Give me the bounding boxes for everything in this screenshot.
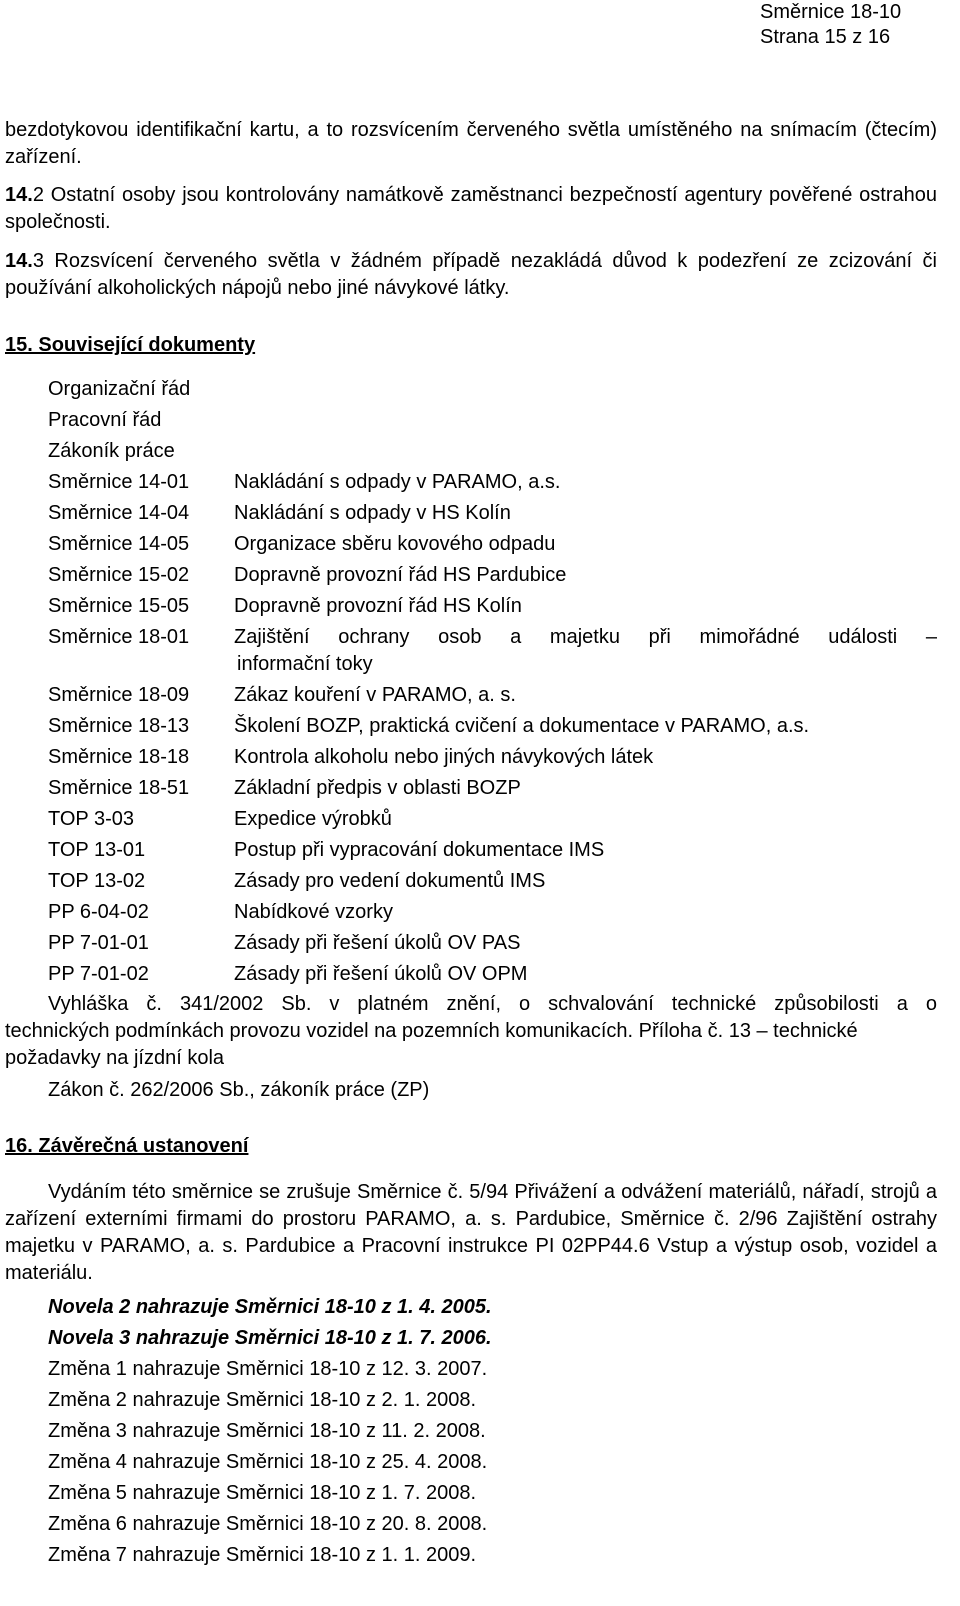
item-number: 14. xyxy=(5,184,33,206)
plain-item: Pracovní řád xyxy=(48,409,162,431)
document-title: Dopravně provozní řád HS Kolín xyxy=(234,595,522,617)
document-code: TOP 13-02 xyxy=(48,870,146,892)
document-code: TOP 13-01 xyxy=(48,839,146,861)
document-title: Zásady pro vedení dokumentů IMS xyxy=(234,870,546,892)
document-code: Směrnice 14-01 xyxy=(48,471,190,493)
vyhlaska-rest: technických podmínkách provozu vozidel na pozemních komunikacích. Příloha č. 13 – technické požadavky na jízdní kola xyxy=(5,1020,858,1069)
section-16-title: 16. Závěrečná ustanovení xyxy=(5,1135,249,1157)
item-14-3 xyxy=(5,248,937,302)
document-code: TOP 3-03 xyxy=(48,808,134,830)
novela-line: Novela 2 nahrazuje Směrnici 18-10 z 1. 4. 2005. xyxy=(48,1296,492,1318)
plain-item: Zákoník práce xyxy=(48,440,175,462)
document-title: Základní předpis v oblasti BOZP xyxy=(234,777,521,799)
item-text: 2 Ostatní osoby jsou kontrolovány namátkově zaměstnanci bezpečností agentury pověřené ostrahou společnosti. xyxy=(5,184,937,233)
plain-item: Organizační řád xyxy=(48,378,191,400)
document-code: Směrnice 14-05 xyxy=(48,533,190,555)
document-title: Dopravně provozní řád HS Pardubice xyxy=(234,564,567,586)
page-header xyxy=(760,0,901,50)
item-text: 3 Rozsvícení červeného světla v žádném případě nezakládá důvod k podezření ze zcizování či používání alkoholických nápojů nebo jiné návykové látky. xyxy=(5,250,937,299)
document-code: Směrnice 18-13 xyxy=(48,715,190,737)
zmena-line: Změna 5 nahrazuje Směrnici 18-10 z 1. 7. 2008. xyxy=(48,1482,477,1504)
document-code: PP 6-04-02 xyxy=(48,901,149,923)
novela-line: Novela 3 nahrazuje Směrnici 18-10 z 1. 7. 2006. xyxy=(48,1327,492,1349)
item-14-2 xyxy=(5,182,937,236)
zmena-line: Změna 2 nahrazuje Směrnici 18-10 z 2. 1. 2008. xyxy=(48,1389,477,1411)
page-number: Strana 15 z 16 xyxy=(760,26,891,48)
zakon-line: Zákon č. 262/2006 Sb., zákoník práce (ZP) xyxy=(48,1079,430,1101)
document-title: Zajištění ochrany osob a majetku při mimořádné události – xyxy=(234,626,937,648)
document-title-continued: informační toky xyxy=(237,653,373,675)
vyhlaska-lead: Vyhláška č. 341/2002 Sb. v platném znění, o schvalování technické způsobilosti a o xyxy=(48,993,937,1015)
document-code: Směrnice 18-51 xyxy=(48,777,190,799)
document-title: Nakládání s odpady v HS Kolín xyxy=(234,502,511,524)
document-title: Expedice výrobků xyxy=(234,808,392,830)
document-title: Školení BOZP, praktická cvičení a dokumentace v PARAMO, a.s. xyxy=(234,715,810,737)
document-code: PP 7-01-01 xyxy=(48,932,149,954)
intro-paragraph: bezdotykovou identifikační kartu, a to rozsvícením červeného světla umístěného na snímacím (čtecím) zařízení. xyxy=(5,119,937,168)
document-title: Zásady při řešení úkolů OV PAS xyxy=(234,932,521,954)
zmena-line: Změna 1 nahrazuje Směrnici 18-10 z 12. 3. 2007. xyxy=(48,1358,488,1380)
document-title: Nakládání s odpady v PARAMO, a.s. xyxy=(234,471,561,493)
document-code: Směrnice 15-02 xyxy=(48,564,190,586)
document-title: Kontrola alkoholu nebo jiných návykových látek xyxy=(234,746,654,768)
document-code: Směrnice 18-09 xyxy=(48,684,190,706)
item-number: 14. xyxy=(5,250,33,272)
document-code: Směrnice 14-04 xyxy=(48,502,190,524)
zmena-line: Změna 3 nahrazuje Směrnici 18-10 z 11. 2. 2008. xyxy=(48,1420,486,1442)
section-16-paragraph: Vydáním této směrnice se zrušuje Směrnice č. 5/94 Přivážení a odvážení materiálů, nářadí, strojů a zařízení externími firmami do prostoru PARAMO, a. s. Pardubice, Směrnice č. 2/96 Zajištění ostrahy majetku v PARAMO, a. s. Pardubice a Pracovní instrukce PI 02PP44.6 Vstup a výstup osob, vozidel a materiálu. xyxy=(5,1181,937,1284)
document-title: Nabídkové vzorky xyxy=(234,901,393,923)
document-title: Postup při vypracování dokumentace IMS xyxy=(234,839,605,861)
document-code: Směrnice 18-18 xyxy=(48,746,190,768)
document-id: Směrnice 18-10 xyxy=(760,1,902,23)
section-15-title: 15. Související dokumenty xyxy=(5,334,256,356)
zmena-line: Změna 4 nahrazuje Směrnici 18-10 z 25. 4. 2008. xyxy=(48,1451,488,1473)
document-title: Zásady při řešení úkolů OV OPM xyxy=(234,963,528,985)
zmena-line: Změna 6 nahrazuje Směrnici 18-10 z 20. 8. 2008. xyxy=(48,1513,488,1535)
zmena-line: Změna 7 nahrazuje Směrnici 18-10 z 1. 1. 2009. xyxy=(48,1544,477,1566)
document-title: Organizace sběru kovového odpadu xyxy=(234,533,556,555)
document-title: Zákaz kouření v PARAMO, a. s. xyxy=(234,684,516,706)
document-code: PP 7-01-02 xyxy=(48,963,149,985)
document-code: Směrnice 15-05 xyxy=(48,595,190,617)
document-code: Směrnice 18-01 xyxy=(48,626,190,648)
